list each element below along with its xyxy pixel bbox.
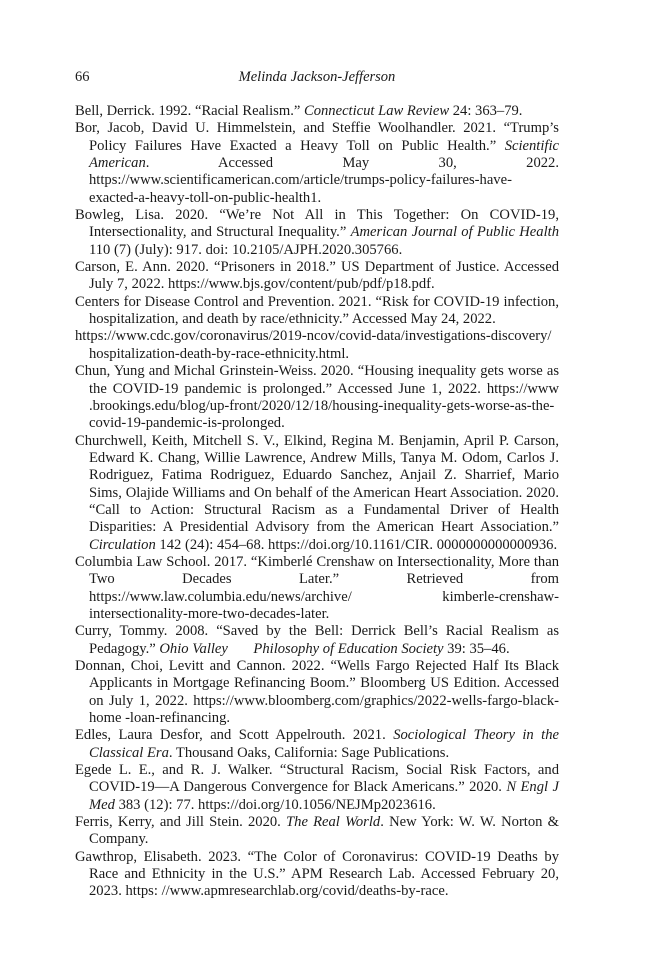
reference-details: 39: 35–46. bbox=[443, 640, 510, 657]
reference-entry bbox=[75, 554, 559, 623]
reference-entry bbox=[75, 433, 559, 554]
reference-entry bbox=[75, 103, 559, 120]
reference-source-title: Sociological Theory in the Classical Era bbox=[89, 727, 559, 761]
reference-details: . Accessed May 30, 2022. https://www.scientificamerican.com/article/trumps-policy-failures-have-exacted-a-heavy-toll-on-public-health1. bbox=[89, 155, 559, 206]
reference-entry bbox=[75, 207, 559, 259]
reference-text: Egede L. E., and R. J. Walker. “Structural Racism, Social Risk Factors, and COVID-19—A Dangerous Convergence for Black Americans.” 2020. bbox=[75, 762, 559, 796]
reference-entry bbox=[75, 814, 559, 849]
page-number: 66 bbox=[75, 69, 90, 85]
reference-entry bbox=[75, 363, 559, 432]
reference-source-title: American Journal of Public Health bbox=[350, 224, 559, 241]
reference-entry bbox=[75, 259, 559, 294]
reference-entry bbox=[75, 849, 559, 901]
reference-entry bbox=[75, 727, 559, 762]
reference-entry bbox=[75, 658, 559, 727]
running-head bbox=[75, 68, 559, 90]
reference-text: https://www.cdc.gov/coronavirus/2019-ncov/covid-data/investigations-discovery/ hospitalization-death-by-race-ethnicity.html. bbox=[75, 328, 552, 362]
reference-source-title: Connecticut Law Review bbox=[303, 103, 450, 119]
running-title: Melinda Jackson-Jefferson bbox=[238, 69, 396, 85]
reference-entry bbox=[75, 294, 559, 329]
reference-details: . New York: W. W. Norton & Company. bbox=[89, 814, 559, 848]
reference-entry bbox=[75, 328, 559, 363]
reference-text: Curry, Tommy. 2008. “Saved by the Bell: Derrick Bell’s Racial Realism as Pedagogy.” bbox=[75, 623, 559, 657]
reference-text: Edles, Laura Desfor, and Scott Appelrouth. 2021. bbox=[75, 727, 394, 744]
reference-details: 142 (24): 454–68. https://doi.org/10.1161/CIR. 0000000000000936. bbox=[155, 536, 558, 553]
reference-details: 110 (7) (July): 917. doi: 10.2105/AJPH.2020.305766. bbox=[89, 241, 403, 258]
reference-source-title: The Real World bbox=[286, 814, 381, 831]
reference-text: Carson, E. Ann. 2020. “Prisoners in 2018.” US Department of Justice. Accessed July 7, 2022. https://www.bjs.gov/content/pub/pdf/p18.pdf. bbox=[75, 259, 559, 293]
reference-entry bbox=[75, 623, 559, 658]
reference-text: Bor, Jacob, David U. Himmelstein, and Steffie Woolhandler. 2021. “Trump’s Policy Failures Have Exacted a Heavy Toll on Public Health.” bbox=[75, 120, 559, 154]
reference-text: Bell, Derrick. 1992. “Racial Realism.” bbox=[75, 103, 304, 119]
reference-text: Gawthrop, Elisabeth. 2023. “The Color of Coronavirus: COVID-19 Deaths by Race and Ethnicity in the U.S.” APM Research Lab. Accessed February 20, 2023. https: //www.apmresearchlab.org/covid/deaths-by-race. bbox=[75, 848, 559, 900]
reference-source-title: N Engl J Med bbox=[89, 779, 559, 813]
reference-text: Chun, Yung and Michal Grinstein-Weiss. 2020. “Housing inequality gets worse as the COVID-19 pandemic is prolonged.” Accessed June 1, 2022. https://www .brookings.edu/blog/up-front/2020/12/18/housing-inequality-gets-worse-as-the-covid-19-pandemic-is-prolonged. bbox=[75, 363, 559, 432]
reference-details: 24: 363–79. bbox=[449, 103, 523, 119]
reference-text: Donnan, Choi, Levitt and Cannon. 2022. “Wells Fargo Rejected Half Its Black Applicants in Mortgage Refinancing Boom.” Bloomberg US Edition. Accessed on July 1, 2022. https://www.bloomberg.com/graphics/2022-wells-fargo-black-home -loan-refinancing. bbox=[75, 658, 559, 727]
reference-entry bbox=[75, 762, 559, 814]
book-page bbox=[75, 68, 559, 901]
reference-entry bbox=[75, 120, 559, 207]
reference-list bbox=[75, 103, 559, 901]
reference-text: Bowleg, Lisa. 2020. “We’re Not All in This Together: On COVID-19, Intersectionality, and Structural Inequality.” bbox=[75, 207, 559, 241]
reference-text: Centers for Disease Control and Prevention. 2021. “Risk for COVID-19 infection, hospitalization, and death by race/ethnicity.” Accessed May 24, 2022. bbox=[75, 293, 559, 328]
reference-text: Churchwell, Keith, Mitchell S. V., Elkind, Regina M. Benjamin, April P. Carson, Edward K. Chang, Willie Lawrence, Andrew Mills, Tanya M. Odom, Carlos J. Rodriguez, Fatima Rodriguez, Eduardo Sanchez, Anjail Z. Sharrief, Mario Sims, Olajide Williams and On behalf of the American Heart Association. 2020. “Call to Action: Structural Racism as a Fundamental Driver of Health Disparities: A Presidential Advisory from the American Heart Association.” bbox=[75, 432, 559, 536]
reference-source-title: Ohio Valley Philosophy of Education Society bbox=[159, 640, 444, 657]
reference-text: Ferris, Kerry, and Jill Stein. 2020. bbox=[75, 814, 287, 831]
reference-details: 383 (12): 77. https://doi.org/10.1056/NEJMp2023616. bbox=[114, 796, 436, 813]
reference-source-title: Scientific American bbox=[89, 137, 559, 172]
reference-text: Columbia Law School. 2017. “Kimberlé Crenshaw on Intersectionality, More than Two Decades Later.” Retrieved from https://www.law.columbia.edu/news/archive/ kimberle-crenshaw-intersectionality-more-two-decades-later. bbox=[75, 553, 559, 622]
reference-details: . Thousand Oaks, California: Sage Publications. bbox=[168, 744, 450, 761]
reference-source-title: Circulation bbox=[89, 536, 156, 553]
